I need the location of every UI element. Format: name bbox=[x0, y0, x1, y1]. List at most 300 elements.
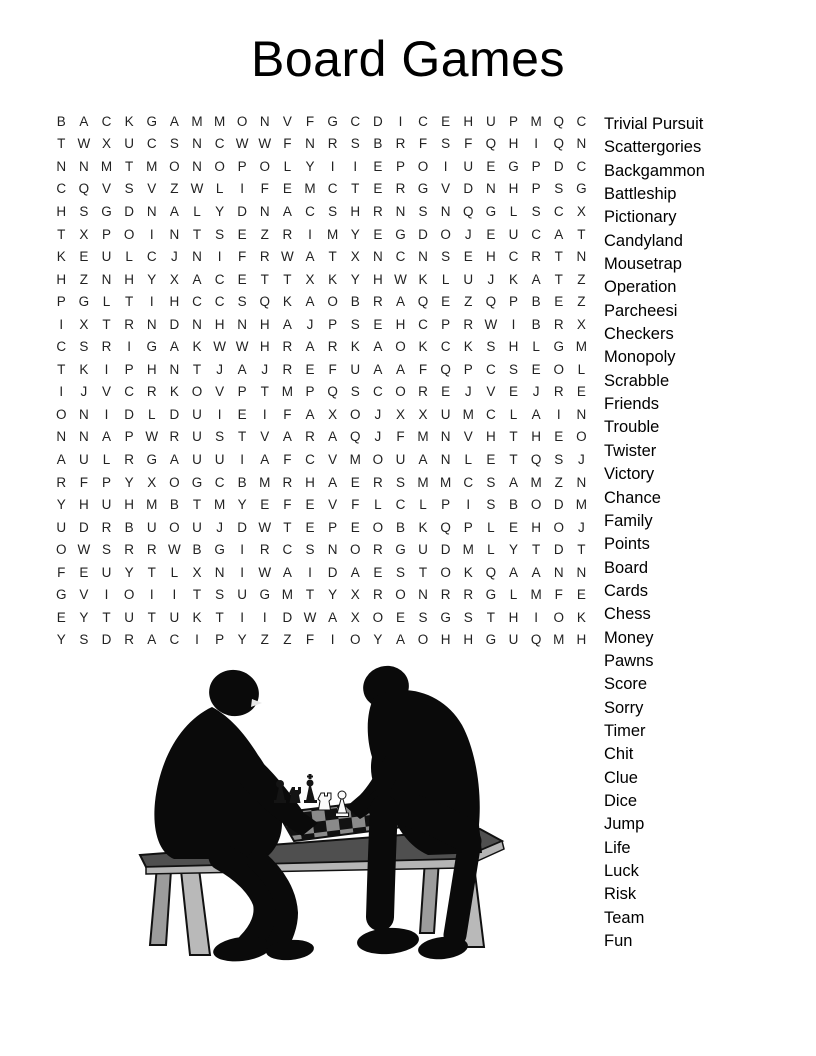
grid-letter: J bbox=[170, 249, 178, 265]
grid-letter: W bbox=[394, 271, 407, 287]
grid-letter: X bbox=[79, 316, 89, 332]
grid-letter: T bbox=[554, 271, 563, 287]
grid-letter: G bbox=[56, 587, 67, 603]
grid-letter: Q bbox=[463, 203, 474, 219]
table-front-left-leg bbox=[180, 861, 210, 955]
word-list bbox=[604, 113, 705, 953]
grid-letter: Q bbox=[485, 564, 497, 580]
grid-letter: C bbox=[192, 294, 202, 310]
word-search-grid bbox=[50, 110, 593, 651]
grid-letter: U bbox=[463, 158, 474, 174]
grid-letter: H bbox=[531, 429, 541, 445]
grid-letter: V bbox=[215, 384, 225, 400]
word-list-item: Fun bbox=[604, 932, 633, 951]
grid-letter: C bbox=[56, 181, 67, 197]
grid-letter: Q bbox=[327, 384, 338, 400]
grid-letter: T bbox=[577, 226, 586, 242]
grid-letter: J bbox=[216, 519, 223, 535]
grid-letter: E bbox=[237, 226, 247, 242]
grid-letter: V bbox=[147, 181, 157, 197]
grid-letter: I bbox=[217, 406, 222, 422]
grid-letter: R bbox=[395, 136, 406, 152]
grid-letter: T bbox=[192, 587, 202, 603]
grid-letter: U bbox=[101, 497, 112, 513]
grid-letter: Y bbox=[147, 271, 157, 287]
grid-letter: G bbox=[440, 609, 451, 625]
grid-letter: K bbox=[418, 271, 428, 287]
grid-letter: G bbox=[485, 203, 497, 219]
grid-letter: I bbox=[195, 632, 199, 648]
grid-letter: K bbox=[463, 339, 473, 355]
grid-letter: U bbox=[395, 451, 406, 467]
grid-letter: I bbox=[534, 136, 538, 152]
grid-letter: T bbox=[125, 158, 134, 174]
grid-letter: T bbox=[192, 497, 202, 513]
grid-letter: D bbox=[418, 226, 428, 242]
grid-letter: M bbox=[462, 406, 474, 422]
grid-letter: E bbox=[373, 181, 383, 197]
grid-letter: C bbox=[305, 203, 315, 219]
word-list-item: Mousetrap bbox=[604, 255, 682, 274]
grid-letter: B bbox=[373, 136, 383, 152]
grid-letter: H bbox=[79, 497, 89, 513]
grid-letter: U bbox=[237, 587, 248, 603]
grid-letter: A bbox=[305, 249, 315, 265]
grid-letter: P bbox=[531, 181, 541, 197]
grid-letter: N bbox=[440, 429, 451, 445]
grid-letter: L bbox=[509, 406, 518, 422]
grid-letter: R bbox=[124, 316, 134, 332]
grid-letter: R bbox=[259, 542, 270, 558]
grid-letter: P bbox=[237, 158, 247, 174]
grid-letter: N bbox=[79, 406, 89, 422]
grid-letter: A bbox=[282, 203, 292, 219]
grid-letter: T bbox=[192, 226, 202, 242]
grid-letter: G bbox=[553, 339, 564, 355]
grid-letter: Q bbox=[553, 113, 564, 129]
grid-letter: F bbox=[283, 406, 292, 422]
grid-letter: E bbox=[508, 384, 518, 400]
word-list-item: Scattergories bbox=[604, 138, 702, 157]
grid-letter: R bbox=[327, 339, 338, 355]
grid-letter: Z bbox=[170, 181, 179, 197]
grid-letter: S bbox=[102, 542, 112, 558]
grid-letter: E bbox=[395, 609, 405, 625]
grid-letter: E bbox=[79, 564, 89, 580]
grid-letter: T bbox=[351, 181, 360, 197]
grid-letter: M bbox=[146, 497, 158, 513]
grid-letter: P bbox=[531, 158, 541, 174]
grid-letter: R bbox=[282, 474, 293, 490]
grid-letter: R bbox=[440, 587, 451, 603]
grid-letter: D bbox=[79, 519, 89, 535]
grid-letter: R bbox=[372, 542, 383, 558]
grid-letter: S bbox=[350, 316, 360, 332]
grid-letter: E bbox=[441, 384, 451, 400]
grid-letter: T bbox=[260, 384, 269, 400]
grid-letter: V bbox=[260, 429, 270, 445]
grid-letter: Z bbox=[260, 632, 269, 648]
grid-letter: N bbox=[440, 451, 451, 467]
grid-letter: E bbox=[260, 497, 270, 513]
grid-letter: S bbox=[531, 203, 541, 219]
right-player-silhouette bbox=[346, 660, 482, 961]
grid-letter: O bbox=[372, 519, 384, 535]
word-list-item: Battleship bbox=[604, 185, 677, 204]
grid-letter: E bbox=[441, 294, 451, 310]
word-list-item: Luck bbox=[604, 862, 639, 880]
grid-letter: N bbox=[146, 203, 157, 219]
grid-letter: P bbox=[441, 497, 451, 513]
grid-letter: C bbox=[327, 181, 338, 197]
grid-letter: W bbox=[258, 136, 272, 152]
grid-letter: Y bbox=[124, 474, 134, 490]
grid-letter: M bbox=[530, 587, 542, 603]
grid-letter: F bbox=[260, 181, 269, 197]
grid-letter: N bbox=[576, 406, 587, 422]
grid-letter: X bbox=[350, 609, 360, 625]
grid-letter: S bbox=[169, 136, 179, 152]
grid-letter: H bbox=[350, 203, 361, 219]
grid-letter: M bbox=[575, 339, 587, 355]
grid-letter: L bbox=[147, 406, 156, 422]
grid-letter: H bbox=[576, 632, 587, 648]
grid-letter: Y bbox=[305, 158, 315, 174]
grid-letter: S bbox=[350, 384, 360, 400]
grid-letter: R bbox=[327, 136, 338, 152]
grid-letter: A bbox=[395, 361, 405, 377]
grid-letter: I bbox=[172, 587, 177, 603]
grid-letter: T bbox=[238, 429, 247, 445]
grid-letter: D bbox=[553, 158, 564, 174]
grid-letter: D bbox=[169, 406, 180, 422]
grid-letter: C bbox=[486, 406, 496, 422]
grid-letter: C bbox=[418, 316, 428, 332]
grid-letter: I bbox=[443, 158, 448, 174]
grid-letter: L bbox=[193, 203, 201, 219]
grid-letter: I bbox=[59, 316, 64, 332]
grid-letter: H bbox=[463, 113, 474, 129]
grid-letter: N bbox=[192, 249, 202, 265]
grid-letter: Y bbox=[237, 632, 247, 648]
grid-letter: E bbox=[373, 158, 383, 174]
grid-letter: U bbox=[463, 271, 474, 287]
grid-letter: V bbox=[486, 384, 496, 400]
grid-letter: K bbox=[576, 609, 586, 625]
grid-letter: P bbox=[124, 361, 134, 377]
word-list-item: Money bbox=[604, 628, 654, 647]
grid-letter: W bbox=[213, 339, 226, 355]
grid-letter: G bbox=[146, 339, 157, 355]
grid-letter: O bbox=[440, 226, 451, 242]
grid-letter: E bbox=[554, 294, 564, 310]
grid-letter: S bbox=[215, 587, 225, 603]
grid-letter: S bbox=[328, 203, 338, 219]
grid-letter: S bbox=[441, 249, 451, 265]
word-list-item: Jump bbox=[604, 815, 645, 834]
grid-letter: R bbox=[259, 249, 270, 265]
grid-letter: U bbox=[101, 249, 112, 265]
grid-letter: N bbox=[372, 249, 383, 265]
grid-letter: A bbox=[79, 113, 89, 129]
word-list-item: Dice bbox=[604, 791, 638, 810]
grid-letter: N bbox=[418, 587, 428, 603]
grid-letter: X bbox=[169, 271, 179, 287]
grid-letter: L bbox=[102, 294, 111, 310]
grid-letter: A bbox=[418, 451, 428, 467]
grid-letter: Y bbox=[328, 587, 338, 603]
grid-letter: S bbox=[486, 339, 496, 355]
grid-letter: Q bbox=[259, 294, 271, 310]
grid-letter: W bbox=[484, 316, 498, 332]
grid-letter: B bbox=[395, 519, 405, 535]
grid-letter: M bbox=[213, 113, 226, 129]
grid-letter: Q bbox=[417, 294, 429, 310]
grid-letter: O bbox=[372, 451, 384, 467]
grid-letter: K bbox=[169, 384, 179, 400]
grid-letter: R bbox=[305, 429, 315, 445]
grid-letter: M bbox=[100, 158, 113, 174]
grid-letter: R bbox=[553, 316, 564, 332]
grid-letter: Q bbox=[485, 294, 497, 310]
grid-letter: U bbox=[350, 361, 361, 377]
grid-letter: G bbox=[259, 587, 271, 603]
grid-letter: N bbox=[576, 136, 587, 152]
grid-letter: C bbox=[214, 474, 225, 490]
grid-letter: D bbox=[124, 203, 134, 219]
grid-letter: K bbox=[282, 294, 292, 310]
word-list-item: Trouble bbox=[604, 418, 660, 437]
grid-letter: I bbox=[262, 406, 267, 422]
grid-letter: E bbox=[373, 316, 383, 332]
grid-letter: D bbox=[553, 542, 564, 558]
grid-letter: T bbox=[418, 564, 428, 580]
grid-letter: R bbox=[531, 249, 541, 265]
grid-letter: R bbox=[124, 542, 134, 558]
grid-letter: N bbox=[576, 474, 587, 490]
grid-letter: D bbox=[463, 181, 474, 197]
grid-letter: A bbox=[169, 451, 179, 467]
grid-letter: X bbox=[395, 406, 405, 422]
grid-letter: Z bbox=[283, 632, 292, 648]
grid-letter: M bbox=[281, 587, 294, 603]
grid-letter: F bbox=[57, 564, 66, 580]
grid-letter: U bbox=[79, 451, 89, 467]
grid-letter: A bbox=[508, 474, 518, 490]
grid-letter: N bbox=[305, 136, 315, 152]
grid-letter: D bbox=[553, 497, 564, 513]
grid-letter: P bbox=[328, 316, 338, 332]
grid-letter: H bbox=[395, 316, 406, 332]
grid-letter: G bbox=[395, 226, 406, 242]
grid-letter: A bbox=[328, 429, 338, 445]
grid-letter: K bbox=[79, 361, 89, 377]
grid-letter: N bbox=[259, 113, 270, 129]
grid-letter: X bbox=[102, 136, 112, 152]
grid-letter: C bbox=[214, 136, 225, 152]
grid-letter: C bbox=[440, 339, 451, 355]
grid-letter: P bbox=[237, 384, 247, 400]
grid-letter: A bbox=[350, 564, 360, 580]
grid-letter: M bbox=[530, 113, 542, 129]
grid-letter: O bbox=[530, 497, 542, 513]
grid-letter: A bbox=[508, 564, 518, 580]
grid-letter: E bbox=[350, 474, 360, 490]
grid-letter: N bbox=[169, 361, 180, 377]
grid-letter: N bbox=[576, 249, 587, 265]
grid-letter: L bbox=[532, 339, 540, 355]
grid-letter: R bbox=[282, 226, 293, 242]
grid-letter: H bbox=[56, 271, 67, 287]
grid-letter: I bbox=[104, 406, 109, 422]
grid-letter: C bbox=[576, 113, 587, 129]
word-list-item: Team bbox=[604, 908, 645, 927]
grid-letter: S bbox=[395, 474, 405, 490]
grid-letter: E bbox=[486, 158, 496, 174]
grid-letter: N bbox=[327, 542, 338, 558]
grid-letter: I bbox=[240, 564, 245, 580]
grid-letter: P bbox=[215, 632, 225, 648]
grid-letter: N bbox=[101, 271, 112, 287]
grid-letter: I bbox=[149, 226, 154, 242]
grid-letter: S bbox=[418, 203, 428, 219]
grid-letter: T bbox=[147, 564, 156, 580]
grid-letter: E bbox=[576, 587, 586, 603]
grid-letter: U bbox=[192, 451, 202, 467]
grid-letter: N bbox=[192, 136, 202, 152]
grid-letter: I bbox=[59, 384, 64, 400]
chess-players-illustration bbox=[130, 655, 510, 965]
grid-letter: Q bbox=[485, 136, 497, 152]
grid-letter: X bbox=[576, 316, 586, 332]
grid-letter: M bbox=[213, 497, 226, 513]
grid-letter: J bbox=[261, 361, 269, 377]
grid-letter: F bbox=[305, 632, 315, 648]
grid-letter: V bbox=[102, 181, 112, 197]
grid-letter: R bbox=[169, 429, 180, 445]
grid-letter: T bbox=[283, 271, 292, 287]
grid-letter: F bbox=[396, 429, 405, 445]
grid-letter: S bbox=[79, 203, 89, 219]
grid-letter: Y bbox=[373, 632, 383, 648]
grid-letter: J bbox=[306, 316, 314, 332]
grid-letter: D bbox=[101, 632, 112, 648]
word-list-item: Friends bbox=[604, 395, 660, 414]
grid-letter: O bbox=[349, 406, 361, 422]
grid-letter: O bbox=[214, 158, 225, 174]
grid-letter: M bbox=[259, 474, 271, 490]
grid-letter: X bbox=[305, 271, 315, 287]
grid-letter: L bbox=[215, 181, 224, 197]
grid-letter: I bbox=[262, 609, 267, 625]
grid-letter: A bbox=[531, 271, 541, 287]
grid-letter: C bbox=[372, 384, 383, 400]
grid-letter: E bbox=[441, 113, 451, 129]
grid-letter: C bbox=[531, 226, 541, 242]
grid-letter: H bbox=[486, 429, 496, 445]
grid-letter: G bbox=[395, 542, 406, 558]
grid-letter: D bbox=[237, 203, 248, 219]
grid-letter: L bbox=[283, 158, 292, 174]
grid-letter: Q bbox=[530, 451, 542, 467]
grid-letter: K bbox=[192, 339, 202, 355]
grid-letter: N bbox=[146, 316, 157, 332]
grid-letter: E bbox=[373, 226, 383, 242]
word-list-item: Chess bbox=[604, 605, 651, 624]
grid-letter: P bbox=[395, 158, 405, 174]
page-title: Board Games bbox=[251, 31, 565, 87]
grid-letter: N bbox=[576, 564, 587, 580]
grid-letter: U bbox=[214, 451, 225, 467]
grid-letter: O bbox=[553, 519, 564, 535]
grid-letter: H bbox=[214, 316, 225, 332]
grid-letter: P bbox=[56, 294, 66, 310]
grid-letter: O bbox=[440, 564, 451, 580]
grid-letter: A bbox=[395, 632, 405, 648]
word-list-item: Score bbox=[604, 675, 648, 694]
grid-letter: Q bbox=[530, 632, 542, 648]
grid-letter: A bbox=[169, 339, 179, 355]
grid-letter: O bbox=[395, 587, 406, 603]
grid-letter: A bbox=[305, 339, 315, 355]
grid-letter: Y bbox=[350, 226, 360, 242]
grid-letter: X bbox=[350, 249, 360, 265]
grid-letter: P bbox=[441, 316, 451, 332]
grid-letter: U bbox=[56, 519, 67, 535]
grid-letter: I bbox=[104, 361, 109, 377]
grid-letter: E bbox=[554, 429, 564, 445]
grid-letter: M bbox=[575, 497, 587, 513]
grid-letter: G bbox=[485, 587, 497, 603]
grid-letter: C bbox=[101, 113, 112, 129]
word-list-item: Board bbox=[604, 558, 649, 577]
grid-letter: T bbox=[215, 609, 224, 625]
grid-letter: U bbox=[508, 632, 519, 648]
grid-letter: Z bbox=[260, 226, 269, 242]
word-list-item: Scrabble bbox=[604, 371, 670, 390]
grid-letter: S bbox=[463, 609, 473, 625]
grid-letter: D bbox=[372, 113, 383, 129]
grid-letter: T bbox=[260, 271, 269, 287]
grid-letter: U bbox=[124, 609, 134, 625]
grid-letter: O bbox=[327, 294, 338, 310]
grid-letter: W bbox=[258, 519, 272, 535]
grid-letter: A bbox=[102, 429, 112, 445]
grid-letter: T bbox=[125, 294, 134, 310]
grid-letter: N bbox=[214, 564, 225, 580]
word-list-item: Pictionary bbox=[604, 208, 677, 227]
grid-letter: T bbox=[147, 609, 156, 625]
grid-letter: S bbox=[418, 609, 428, 625]
grid-letter: H bbox=[486, 249, 496, 265]
grid-letter: M bbox=[417, 429, 429, 445]
grid-letter: S bbox=[554, 181, 564, 197]
grid-letter: P bbox=[102, 474, 112, 490]
grid-letter: Y bbox=[124, 564, 134, 580]
grid-letter: U bbox=[192, 519, 202, 535]
grid-letter: W bbox=[77, 542, 91, 558]
grid-letter: A bbox=[169, 113, 179, 129]
grid-letter: T bbox=[554, 249, 563, 265]
grid-letter: N bbox=[440, 203, 451, 219]
grid-letter: Z bbox=[577, 271, 586, 287]
grid-letter: H bbox=[124, 271, 134, 287]
grid-letter: O bbox=[169, 519, 180, 535]
grid-letter: I bbox=[511, 316, 516, 332]
grid-letter: O bbox=[123, 226, 135, 242]
word-list-item: Timer bbox=[604, 721, 646, 740]
grid-letter: G bbox=[576, 181, 587, 197]
